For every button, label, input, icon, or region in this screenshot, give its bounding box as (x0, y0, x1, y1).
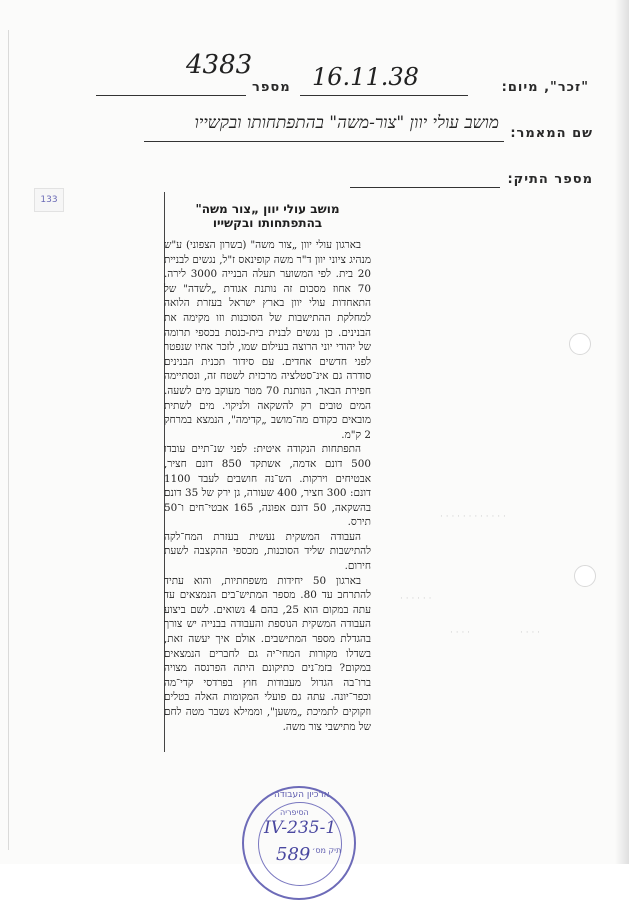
bleed-through-mark: · · · · (450, 628, 471, 638)
clipping-title (168, 202, 367, 230)
file-number-underline (350, 187, 500, 188)
clipping-paragraph: בארגון עולי יוון „צור משה" (בשרון הצפוני) ע"ש מנהיג ציוני יוון ד"ר משה קופינאס ז"ל, נגשים לבניית 20 בית. לפי המשוער תעלה הבנייה 3000 לירה. 70 אחוז מסכום זה נותנת אגודת „לשדה" של התאחדות עולי יוון בארץ ישראל בעזרת הלואה למחלקת ההתישבות של הסוכנות וזו מקימה את הבנינים. כן נגשים לבנית בית-כנסת בכספי תרומה של יהודי יוני הרוצה בעילום שמו, לזכר אחיו שנפטר לפני חדשים אחדים. עם סידור תכנית הבנינים סודרה גם אינ־סטלציה מרכזית לשטח זה, ונסתיימה חפירת הבאר, הנותנת 70 מטר מעוקב מים לשעה. המים טובים רק להשקאה ולניקוי. מים לשתית מובאים כקודם מה־מושב „קדימה", הנמצא במרחק 2 ק"מ. (164, 239, 371, 441)
clipping-paragraph: העבודה המשקית נעשית בעזרת המח־לקה להתישבות שליד הסוכנות, מכספי ההקצבה לשעת חירום. (164, 530, 371, 573)
bleed-through-mark: · · · · · · (400, 594, 432, 604)
clipping-title-line: בהתפתחותו ובקשייו (212, 216, 323, 230)
number-underline (96, 95, 246, 96)
clipping-paragraph: התפתחות הנקודה איטית: לפני שנ־תיים עובדו 500 דונם אדמה, אשתקד 850 דונם חציר, אבטיחים וירקות. הש־נה חושבים לעבד 1100 דונם: 300 חציר, 400 שעורה, גן ירק של 35 דונם בהשקאה, 50 דונם אפונה, 165 אבטי־חים ו־50 תירס. (164, 443, 372, 529)
stamp-number-bottom: 589 (276, 844, 311, 865)
file-number-label: מספר התיק: (507, 172, 593, 187)
article-name-label: שם המאמר: (510, 126, 593, 141)
stamp-ring-text: ארכיון העבודה (274, 790, 330, 800)
clipping-body (164, 238, 371, 734)
stamp-number-top: IV-235-1 (264, 818, 337, 838)
stamp-folder-label: תיק מס׳ (312, 846, 342, 855)
clipping-paragraph: בארגון 50 יחידות משפחתיות, והוא עתיד להתרחב עד 80. מספר המתיש־בים הנמצאים עד עתה במקום הוא 25, בהם 4 נשואים. לשם ביצוע העבודה המשקית הנוספת והעבודה בבנייה יש צורך בהגדלת מספר המתישבים. אולם איך יעשה זאת, בשדלו מקורות המחי־יה גם לחברים הנמצאים במקום? בזמ־נים כתיקונם היתה הפרנסה מצויה ברו־בה הגדול מעבודות חוץ בפרדסי קדי־מה וכפר־יונה. עתה גם פועלי המקומות האלה בטלים וזקוקים לתמיכת „משען", וממילא נשבר מטה לחם של מתישבי צור משה. (164, 574, 372, 733)
date-underline (300, 95, 468, 96)
punch-hole (569, 333, 591, 355)
archive-stamp (242, 786, 356, 900)
date-value: 16.11.38 (312, 63, 419, 91)
stamp-inner-label: הסיפריה (280, 808, 309, 817)
number-value: 4383 (186, 50, 253, 80)
scan-edge-shadow (615, 0, 629, 864)
article-name-underline (144, 141, 504, 142)
bleed-through-mark: · · · · · · · · · · · · (440, 512, 506, 522)
publication-label: "זכר", מיום: (501, 80, 589, 95)
article-name-value: מושב עולי יוון "צור-משה" בהתפתחותו ובקשייו (194, 113, 499, 133)
scan-edge-line (8, 30, 9, 850)
side-tag: 133 (34, 188, 64, 212)
newspaper-clipping (164, 192, 371, 760)
punch-hole (574, 565, 596, 587)
number-label: מספר (252, 80, 291, 95)
bleed-through-mark: · · · · (520, 628, 541, 638)
clipping-title-line: מושב עולי יוון „צור משה" (195, 202, 340, 216)
